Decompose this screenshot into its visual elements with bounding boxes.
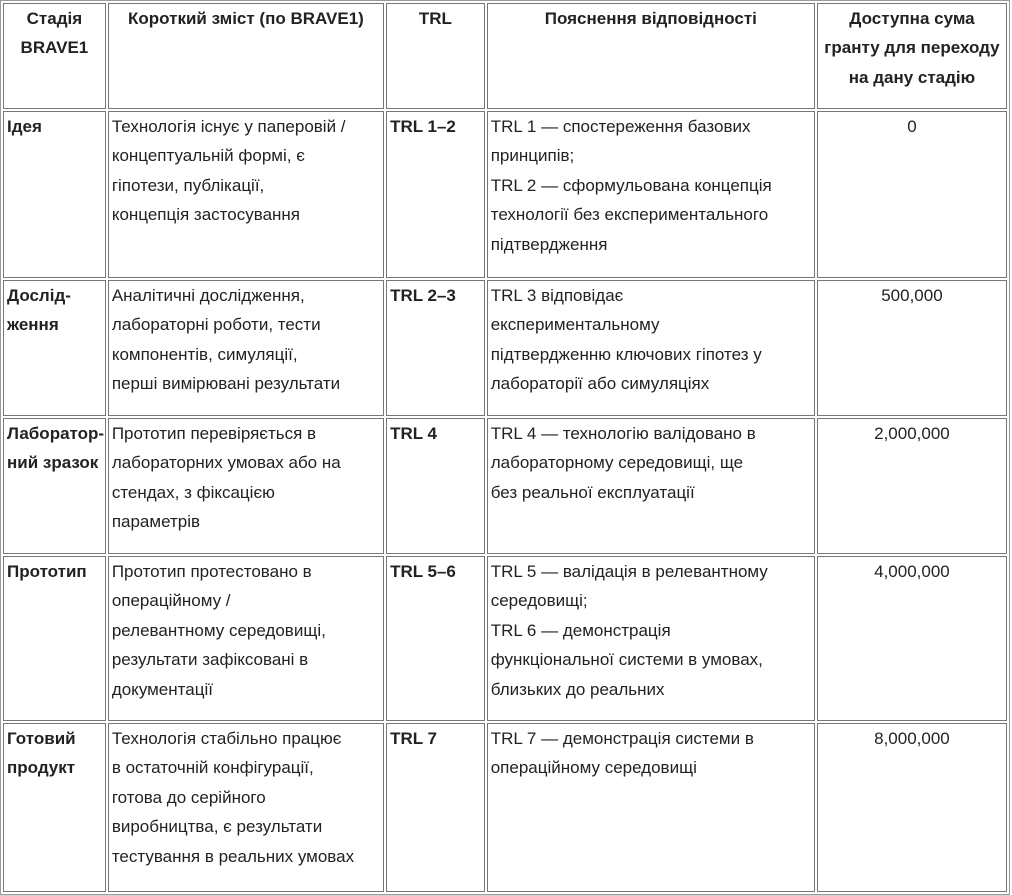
explain-cell <box>487 111 815 278</box>
table-row <box>3 280 1007 416</box>
summary-text: Технологія існує у паперовій / <box>111 117 346 136</box>
explain-text: TRL 4 — технологію валідовано в <box>490 424 756 443</box>
trl-cell <box>386 280 485 416</box>
explain-text: лабораторії або симуляціях <box>490 374 710 394</box>
header-explain <box>487 3 815 109</box>
explain-cell <box>487 556 815 721</box>
summary-text: готова до серійного <box>111 787 266 807</box>
amount-cell <box>817 280 1007 416</box>
stage-text: Ідея <box>7 117 42 136</box>
explain-cell <box>487 280 815 416</box>
header-text: Короткий зміст (по BRAVE1) <box>128 9 364 28</box>
summary-text: результати зафіксовані в <box>111 650 309 670</box>
header-trl <box>386 3 485 109</box>
explain-text: TRL 6 — демонстрація <box>490 620 671 640</box>
stage-text: ний зразок <box>7 453 99 473</box>
summary-cell <box>108 280 384 416</box>
explain-text: TRL 3 відповідає <box>490 286 624 305</box>
header-summary <box>108 3 384 109</box>
summary-text: Прототип протестовано в <box>111 562 312 581</box>
table-row <box>3 723 1007 892</box>
summary-text: операційному / <box>111 591 231 611</box>
trl-cell <box>386 723 485 892</box>
trl-text: TRL 1–2 <box>390 117 456 136</box>
summary-text: документації <box>111 679 213 699</box>
header-text: Стадія <box>26 9 83 28</box>
explain-text: операційному середовищі <box>490 758 697 778</box>
summary-text: в остаточній конфігурації, <box>111 758 314 778</box>
summary-text: концепція застосування <box>111 205 301 225</box>
stage-cell <box>3 111 106 278</box>
explain-text: функціональної системи в умовах, <box>490 650 763 670</box>
trl-text: TRL 7 <box>390 729 437 748</box>
summary-cell <box>108 111 384 278</box>
header-text: Пояснення відповідності <box>544 9 757 28</box>
header-text: на дану стадію <box>848 67 976 87</box>
trl-cell <box>386 111 485 278</box>
explain-text: близьких до реальних <box>490 679 665 699</box>
explain-text: технології без експериментального <box>490 205 769 225</box>
amount-text: 500,000 <box>881 286 943 305</box>
trl-cell <box>386 556 485 721</box>
header-text: гранту для переходу <box>824 38 1000 58</box>
amount-cell <box>817 418 1007 554</box>
explain-text: експериментальному <box>490 315 660 335</box>
stage-text: Лаборатор- <box>7 424 105 443</box>
explain-text: лабораторному середовищі, ще <box>490 453 744 473</box>
explain-text: підтвердження <box>490 234 608 254</box>
amount-cell <box>817 556 1007 721</box>
summary-text: Аналітичні дослідження, <box>111 286 305 305</box>
explain-text: підтвердженню ключових гіпотез у <box>490 344 762 364</box>
stage-text: Готовий <box>7 729 76 748</box>
summary-text: гіпотези, публікації, <box>111 175 265 195</box>
stage-cell <box>3 723 106 892</box>
summary-text: перші вимірювані результати <box>111 374 341 394</box>
summary-text: параметрів <box>111 512 201 532</box>
amount-cell <box>817 723 1007 892</box>
summary-cell <box>108 418 384 554</box>
stage-text: Прототип <box>7 562 87 581</box>
summary-text: виробництва, є результати <box>111 817 323 837</box>
amount-text: 8,000,000 <box>874 729 950 748</box>
explain-text: TRL 5 — валідація в релевантному <box>490 562 768 581</box>
summary-text: релевантному середовищі, <box>111 620 326 640</box>
explain-text: середовищі; <box>490 591 588 611</box>
summary-text: концептуальній формі, є <box>111 146 305 166</box>
header-amount <box>817 3 1007 109</box>
amount-text: 2,000,000 <box>874 424 950 443</box>
stage-text: Дослід- <box>7 286 71 305</box>
header-text: TRL <box>418 9 452 28</box>
stage-cell <box>3 418 106 554</box>
table-row <box>3 556 1007 721</box>
summary-text: компонентів, симуляції, <box>111 344 298 364</box>
trl-text: TRL 5–6 <box>390 562 456 581</box>
explain-text: TRL 1 — спостереження базових <box>490 117 751 136</box>
summary-text: стендах, з фіксацією <box>111 482 275 502</box>
header-row <box>3 3 1007 109</box>
trl-text: TRL 2–3 <box>390 286 456 305</box>
summary-text: Технологія стабільно працює <box>111 729 342 748</box>
explain-text: TRL 2 — сформульована концепція <box>490 175 772 195</box>
summary-cell <box>108 556 384 721</box>
stage-cell <box>3 280 106 416</box>
table-row <box>3 111 1007 278</box>
explain-text: без реальної експлуатації <box>490 482 695 502</box>
stage-text: ження <box>7 315 59 335</box>
amount-text: 0 <box>907 117 917 136</box>
stage-text: продукт <box>7 758 76 778</box>
amount-text: 4,000,000 <box>874 562 950 581</box>
table-row <box>3 418 1007 554</box>
explain-text: TRL 7 — демонстрація системи в <box>490 729 754 748</box>
explain-cell <box>487 418 815 554</box>
summary-text: лабораторні роботи, тести <box>111 315 321 335</box>
stage-cell <box>3 556 106 721</box>
summary-text: Прототип перевіряється в <box>111 424 317 443</box>
summary-cell <box>108 723 384 892</box>
header-text: BRAVE1 <box>20 38 89 58</box>
summary-text: тестування в реальних умовах <box>111 846 355 866</box>
explain-cell <box>487 723 815 892</box>
header-text: Доступна сума <box>849 9 975 28</box>
explain-text: принципів; <box>490 146 575 166</box>
amount-cell <box>817 111 1007 278</box>
header-stage <box>3 3 106 109</box>
summary-text: лабораторних умовах або на <box>111 453 341 473</box>
trl-text: TRL 4 <box>390 424 437 443</box>
trl-cell <box>386 418 485 554</box>
